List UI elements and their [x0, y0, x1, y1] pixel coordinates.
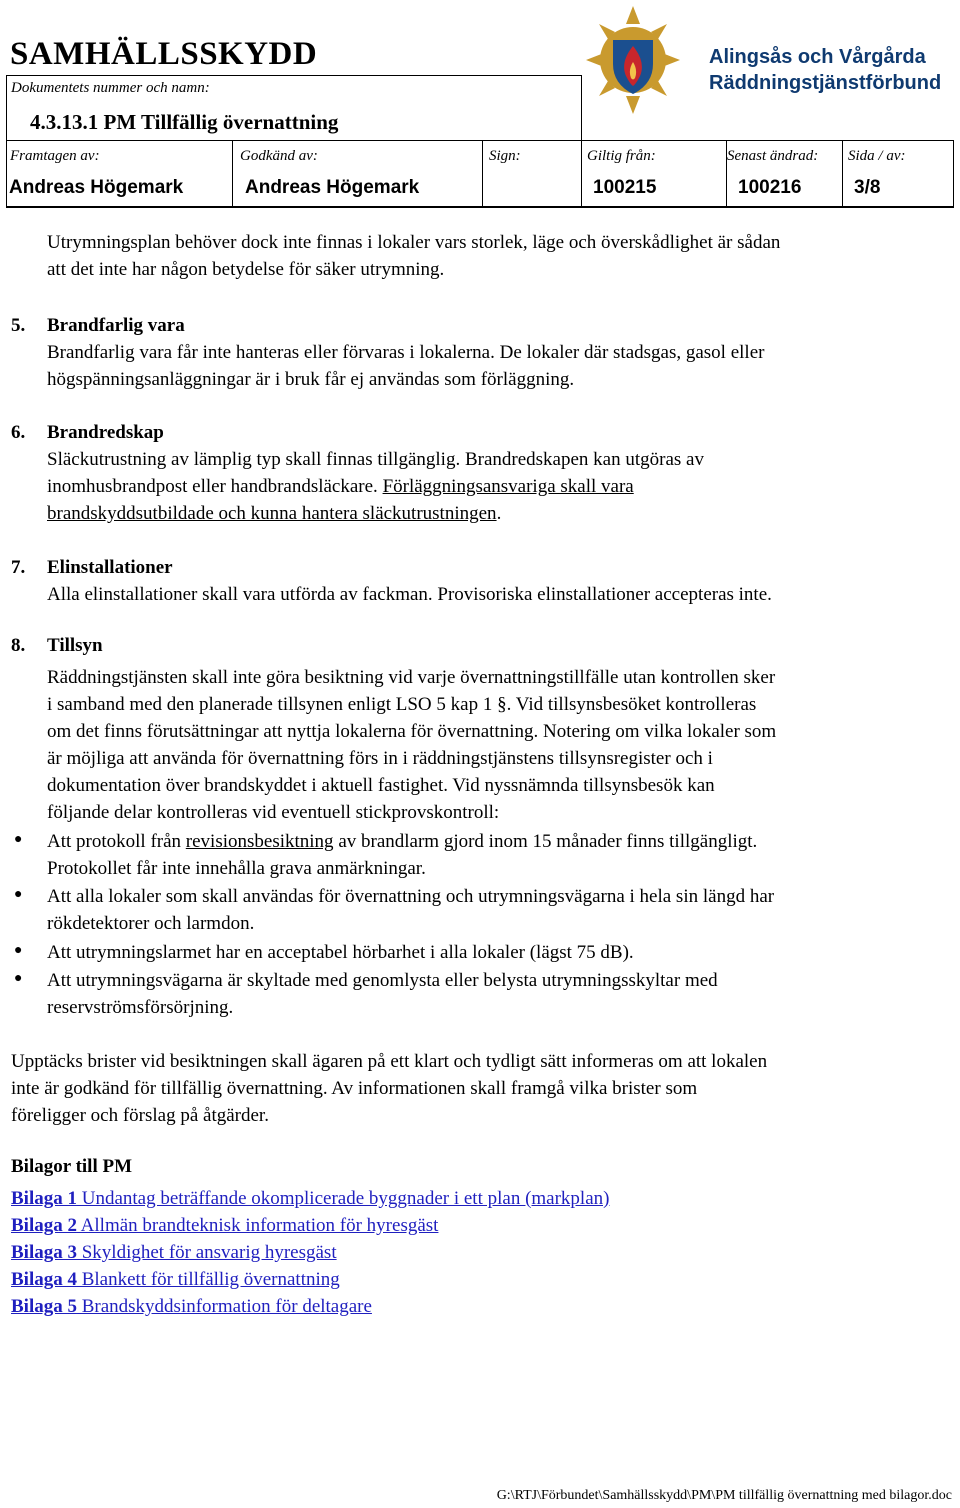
attachment-link[interactable]: Bilaga 2 Allmän brandteknisk information för hyresgäst — [11, 1215, 439, 1236]
section-8-text: i samband med den planerade tillsynen enligt LSO 5 kap 1 §. Vid tillsynsbesöket kontrolleras — [47, 694, 757, 715]
section-5-text: högspänningsanläggningar är i bruk får ej användas som förläggning. — [47, 369, 575, 390]
attachment-link[interactable]: Bilaga 4 Blankett för tillfällig övernattning — [11, 1269, 340, 1290]
section-5-title: Brandfarlig vara — [47, 315, 185, 336]
underlined-text: revisionsbesiktning — [185, 831, 334, 852]
section-7-text: Alla elinstallationer skall vara utförda av fackman. Provisoriska elinstallationer accepteras inte. — [47, 584, 772, 605]
bullet-item: Att alla lokaler som skall användas för övernattning och utrymningsvägarna i hela sin längd har — [47, 886, 775, 907]
section-6-number: 6. — [11, 422, 26, 443]
footer-file-path: G:\RTJ\Förbundet\Samhällsskydd\PM\PM tillfällig övernattning med bilagor.doc — [496, 1488, 952, 1503]
bullet-item: Att utrymningslarmet har en acceptabel hörbarhet i alla lokaler (lägst 75 dB). — [47, 942, 634, 963]
attachments-heading: Bilagor till PM — [11, 1156, 133, 1177]
bullet-icon: ● — [14, 971, 23, 986]
label-senast: Senast ändrad: — [727, 148, 819, 164]
section-6-text: brandskyddsutbildade och kunna hantera släckutrustningen. — [47, 503, 502, 524]
document-name-label: Dokumentets nummer och namn: — [11, 80, 210, 96]
section-8-title: Tillsyn — [47, 635, 103, 656]
label-sign: Sign: — [489, 148, 521, 164]
bullet-icon: ● — [14, 832, 23, 847]
bullet-item: Att protokoll från revisionsbesiktning av brandlarm gjord inom 15 månader finns tillgängligt. — [47, 831, 758, 852]
section-8-text: om det finns förutsättningar att nyttja lokalerna för övernattning. Notering om vilka lokaler som — [47, 721, 777, 742]
section-8-text: Räddningstjänsten skall inte göra besiktning vid varje övernattningstillfälle utan kontrollen sker — [47, 667, 776, 688]
label-godkand: Godkänd av: — [240, 148, 318, 164]
label-framtagen: Framtagen av: — [10, 148, 100, 164]
attachment-link[interactable]: Bilaga 3 Skyldighet för ansvarig hyresgäst — [11, 1242, 337, 1263]
closing-text: Upptäcks brister vid besiktningen skall ägaren på ett klart och tydligt sätt informeras om att lokalen — [11, 1051, 768, 1072]
closing-text: inte är godkänd för tillfällig övernattning. Av informationen skall framgå vilka brister som — [11, 1078, 698, 1099]
bullet-icon: ● — [14, 887, 23, 902]
attachment-link[interactable]: Bilaga 5 Brandskyddsinformation för deltagare — [11, 1296, 372, 1317]
label-giltig: Giltig från: — [587, 148, 656, 164]
bullet-item-continuation: Protokollet får inte innehålla grava anmärkningar. — [47, 858, 426, 879]
section-6-title: Brandredskap — [47, 422, 164, 443]
underlined-text: Förläggningsansvariga skall vara — [382, 476, 634, 497]
value-sida: 3/8 — [854, 177, 881, 198]
label-sida: Sida / av: — [848, 148, 906, 164]
closing-text: föreligger och förslag på åtgärder. — [11, 1105, 269, 1126]
section-7-number: 7. — [11, 557, 26, 578]
document-name: 4.3.13.1 PM Tillfällig övernattning — [30, 110, 339, 134]
section-6-text: Släckutrustning av lämplig typ skall finnas tillgänglig. Brandredskapen kan utgöras av — [47, 449, 704, 470]
document-header-table — [6, 36, 954, 208]
value-senast: 100216 — [738, 177, 802, 198]
section-8-text: följande delar kontrolleras vid eventuell stickprovskontroll: — [47, 802, 500, 823]
value-giltig: 100215 — [593, 177, 657, 198]
value-framtagen: Andreas Högemark — [9, 177, 184, 198]
section-5-number: 5. — [11, 315, 26, 336]
attachment-link[interactable]: Bilaga 1 Undantag beträffande okomplicerade byggnader i ett plan (markplan) — [11, 1188, 610, 1209]
intro-line: att det inte har någon betydelse för säker utrymning. — [47, 259, 445, 280]
section-8-number: 8. — [11, 635, 26, 656]
section-8-text: dokumentation över brandskyddet i aktuell fastighet. Vid nyssnämnda tillsynsbesök kan — [47, 775, 715, 796]
underlined-text: brandskyddsutbildade och kunna hantera släckutrustningen — [47, 503, 497, 524]
organisation-name-line2: Räddningstjänstförbund — [709, 72, 942, 94]
department-title: SAMHÄLLSSKYDD — [10, 36, 318, 72]
bullet-item: Att utrymningsvägarna är skyltade med genomlysta eller belysta utrymningsskyltar med — [47, 970, 718, 991]
section-6-text: inomhusbrandpost eller handbrandsläckare. Förläggningsansvariga skall vara — [47, 476, 634, 497]
value-godkand: Andreas Högemark — [245, 177, 420, 198]
section-7-title: Elinstallationer — [47, 557, 173, 578]
organisation-name-line1: Alingsås och Vårgårda — [709, 46, 926, 68]
intro-line: Utrymningsplan behöver dock inte finnas i lokaler vars storlek, läge och överskådlighet är sådan — [47, 232, 781, 253]
bullet-icon: ● — [14, 943, 23, 958]
section-5-text: Brandfarlig vara får inte hanteras eller förvaras i lokalerna. De lokaler där stadsgas, gasol eller — [47, 342, 765, 363]
section-8-text: är möjliga att använda för övernattning förs in i räddningstjänstens tillsynsregister och i — [47, 748, 713, 769]
bullet-item-continuation: reservströmsförsörjning. — [47, 997, 234, 1018]
bullet-item-continuation: rökdetektorer och larmdon. — [47, 913, 255, 934]
